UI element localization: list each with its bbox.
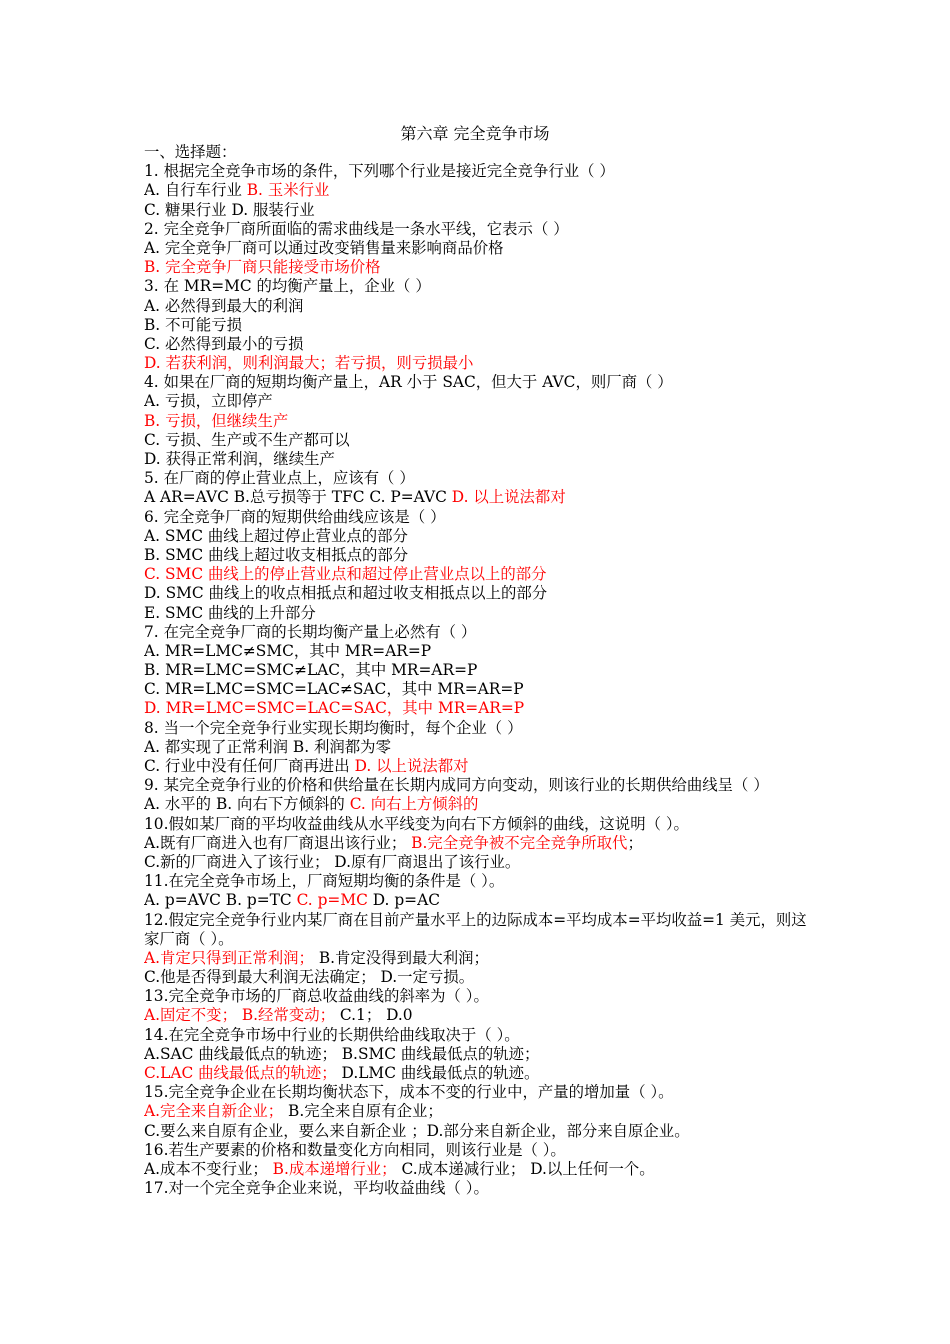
- question-text: 11.在完全竞争市场上，厂商短期均衡的条件是（ ）。: [144, 872, 505, 891]
- text-line: [144, 1064, 814, 1083]
- question-text: 10.假如某厂商的平均收益曲线从水平线变为向右下方倾斜的曲线，这说明（ ）。: [144, 814, 689, 833]
- question-text: A. 亏损，立即停产: [144, 392, 273, 411]
- text-line: [144, 738, 814, 757]
- text-line: [144, 1045, 814, 1064]
- text-line: [144, 776, 814, 795]
- question-text: C.他是否得到最大利润无法确定； D.一定亏损。: [144, 968, 475, 987]
- text-line: [144, 1179, 814, 1198]
- answer-text: B.成本递增行业；: [272, 1159, 397, 1178]
- question-text: D.LMC 曲线最低点的轨迹。: [336, 1064, 540, 1083]
- answer-text: B. 玉米行业: [246, 181, 330, 200]
- text-line: [144, 911, 814, 949]
- question-text: 3. 在 MR=MC 的均衡产量上，企业（ ）: [144, 277, 431, 296]
- text-line: [144, 1026, 814, 1045]
- text-line: [144, 584, 814, 603]
- text-line: [144, 412, 814, 431]
- text-line: [144, 1083, 814, 1102]
- answer-text: A.肯定只得到正常利润；: [144, 948, 314, 967]
- question-text: A. 水平的 B. 向右下方倾斜的: [144, 795, 350, 814]
- text-line: [144, 450, 814, 469]
- text-line: [144, 508, 814, 527]
- question-text: 12.假定完全竞争行业内某厂商在目前产量水平上的边际成本=平均成本=平均收益=1 美元，则这家厂商（ ）。: [144, 910, 807, 948]
- question-text: C. 必然得到最小的亏损: [144, 334, 304, 353]
- answer-text: D. MR=LMC=SMC=LAC=SAC，其中 MR=AR=P: [144, 699, 525, 718]
- answer-text: A.完全来自新企业；: [144, 1102, 284, 1121]
- question-text: B.肯定没得到最大利润；: [313, 948, 489, 967]
- question-list: [144, 143, 814, 1198]
- text-line: [144, 834, 814, 853]
- question-text: A.既有厂商进入也有厂商退出该行业；: [144, 833, 412, 852]
- question-text: A. SMC 曲线上超过停止营业点的部分: [144, 526, 408, 545]
- text-line: [144, 968, 814, 987]
- question-text: C.1； D.0: [335, 1006, 413, 1025]
- answer-text: D. 若获利润，则利润最大；若亏损，则亏损最小: [144, 354, 474, 373]
- answer-text: D. 以上说法都对: [451, 488, 566, 507]
- text-line: [144, 201, 814, 220]
- text-line: [144, 297, 814, 316]
- question-text: D. p=AC: [367, 891, 440, 910]
- question-text: 8. 当一个完全竞争行业实现长期均衡时，每个企业（ ）: [144, 718, 523, 737]
- answer-text: B. 完全竞争厂商只能接受市场价格: [144, 258, 381, 277]
- question-text: A.SAC 曲线最低点的轨迹； B.SMC 曲线最低点的轨迹；: [144, 1044, 540, 1063]
- question-text: B.完全来自原有企业；: [283, 1102, 443, 1121]
- question-text: 15.完全竞争企业在长期均衡状态下，成本不变的行业中，产量的增加量（ ）。: [144, 1083, 674, 1102]
- text-line: [144, 949, 814, 968]
- question-text: 2. 完全竞争厂商所面临的需求曲线是一条水平线，它表示（ ）: [144, 219, 569, 238]
- text-line: [144, 143, 814, 162]
- question-text: A. 必然得到最大的利润: [144, 296, 304, 315]
- text-line: [144, 1122, 814, 1141]
- text-line: [144, 546, 814, 565]
- question-text: 7. 在完全竞争厂商的长期均衡产量上必然有（ ）: [144, 622, 477, 641]
- question-text: C.成本递减行业； D.以上任何一个。: [396, 1159, 655, 1178]
- text-line: [144, 162, 814, 181]
- question-text: 一、选择题：: [144, 143, 237, 161]
- text-line: [144, 527, 814, 546]
- text-line: [144, 258, 814, 277]
- question-text: ；: [627, 833, 643, 852]
- question-text: C. 亏损、生产或不生产都可以: [144, 430, 350, 449]
- answer-text: D. 以上说法都对: [354, 757, 469, 775]
- text-line: [144, 373, 814, 392]
- answer-text: B. 亏损，但继续生产: [144, 411, 289, 430]
- question-text: E. SMC 曲线的上升部分: [144, 603, 316, 622]
- text-line: [144, 239, 814, 258]
- text-line: [144, 757, 814, 776]
- question-text: A. MR=LMC≠SMC，其中 MR=AR=P: [144, 641, 432, 660]
- question-text: C.新的厂商进入了该行业； D.原有厂商退出了该行业。: [144, 852, 521, 871]
- question-text: B. SMC 曲线上超过收支相抵点的部分: [144, 545, 409, 564]
- question-text: 5. 在厂商的停止营业点上，应该有（ ）: [144, 469, 415, 488]
- question-text: A. 都实现了正常利润 B. 利润都为零: [144, 737, 391, 756]
- text-line: [144, 431, 814, 450]
- text-line: [144, 661, 814, 680]
- question-text: 16.若生产要素的价格和数量变化方向相同，则该行业是（ ）。: [144, 1140, 566, 1159]
- question-text: A AR=AVC B.总亏损等于 TFC C. P=AVC: [144, 488, 452, 507]
- text-line: [144, 891, 814, 910]
- text-line: [144, 565, 814, 584]
- answer-text: B.完全竞争被不完全竞争所取代: [411, 833, 628, 852]
- text-line: [144, 354, 814, 373]
- text-line: [144, 316, 814, 335]
- text-line: [144, 699, 814, 718]
- text-line: [144, 795, 814, 814]
- question-text: A. p=AVC B. p=TC: [144, 891, 297, 910]
- question-text: D. 获得正常利润，继续生产: [144, 450, 335, 468]
- answer-text: C. SMC 曲线上的停止营业点和超过停止营业点以上的部分: [144, 565, 547, 584]
- text-line: [144, 872, 814, 891]
- text-line: [144, 181, 814, 200]
- text-line: [144, 392, 814, 411]
- text-line: [144, 987, 814, 1006]
- question-text: 1. 根据完全竞争市场的条件，下列哪个行业是接近完全竞争行业（ ）: [144, 162, 615, 181]
- text-line: [144, 719, 814, 738]
- text-line: [144, 335, 814, 354]
- text-line: [144, 277, 814, 296]
- text-line: [144, 488, 814, 507]
- text-line: [144, 220, 814, 239]
- text-line: [144, 1006, 814, 1025]
- text-line: [144, 853, 814, 872]
- question-text: 13.完全竞争市场的厂商总收益曲线的斜率为（ ）。: [144, 987, 489, 1006]
- text-line: [144, 815, 814, 834]
- question-text: A. 自行车行业: [144, 181, 247, 200]
- text-line: [144, 623, 814, 642]
- question-text: B. 不可能亏损: [144, 315, 243, 334]
- answer-text: A.固定不变； B.经常变动；: [144, 1006, 336, 1025]
- text-line: [144, 1160, 814, 1179]
- text-line: [144, 1141, 814, 1160]
- question-text: 4. 如果在厂商的短期均衡产量上，AR 小于 SAC，但大于 AVC，则厂商（ ）: [144, 373, 673, 392]
- answer-text: C.LAC 曲线最低点的轨迹；: [144, 1064, 337, 1083]
- question-text: C. MR=LMC=SMC=LAC≠SAC，其中 MR=AR=P: [144, 680, 524, 699]
- answer-text: C. 向右上方倾斜的: [349, 795, 479, 814]
- text-line: [144, 1102, 814, 1121]
- question-text: 6. 完全竞争厂商的短期供给曲线应该是（ ）: [144, 507, 446, 526]
- question-text: A.成本不变行业；: [144, 1159, 273, 1178]
- question-text: 14.在完全竞争市场中行业的长期供给曲线取决于（ ）。: [144, 1025, 520, 1044]
- question-text: 17.对一个完全竞争企业来说，平均收益曲线（ ）。: [144, 1179, 489, 1198]
- question-text: A. 完全竞争厂商可以通过改变销售量来影响商品价格: [144, 238, 504, 257]
- text-line: [144, 680, 814, 699]
- question-text: C. 行业中没有任何厂商再进出: [144, 757, 355, 775]
- text-line: [144, 604, 814, 623]
- question-text: D. SMC 曲线上的收点相抵点和超过收支相抵点以上的部分: [144, 584, 548, 603]
- question-text: 9. 某完全竞争行业的价格和供给量在长期内成同方向变动，则该行业的长期供给曲线呈（ ）: [144, 776, 769, 795]
- question-text: C. 糖果行业 D. 服装行业: [144, 200, 315, 219]
- text-line: [144, 642, 814, 661]
- chapter-title: 第六章 完全竞争市场: [400, 124, 550, 143]
- question-text: B. MR=LMC=SMC≠LAC，其中 MR=AR=P: [144, 661, 478, 680]
- question-text: C.要么来自原有企业，要么来自新企业 ；D.部分来自新企业，部分来自原企业。: [144, 1121, 690, 1140]
- answer-text: C. p=MC: [296, 891, 368, 910]
- text-line: [144, 469, 814, 488]
